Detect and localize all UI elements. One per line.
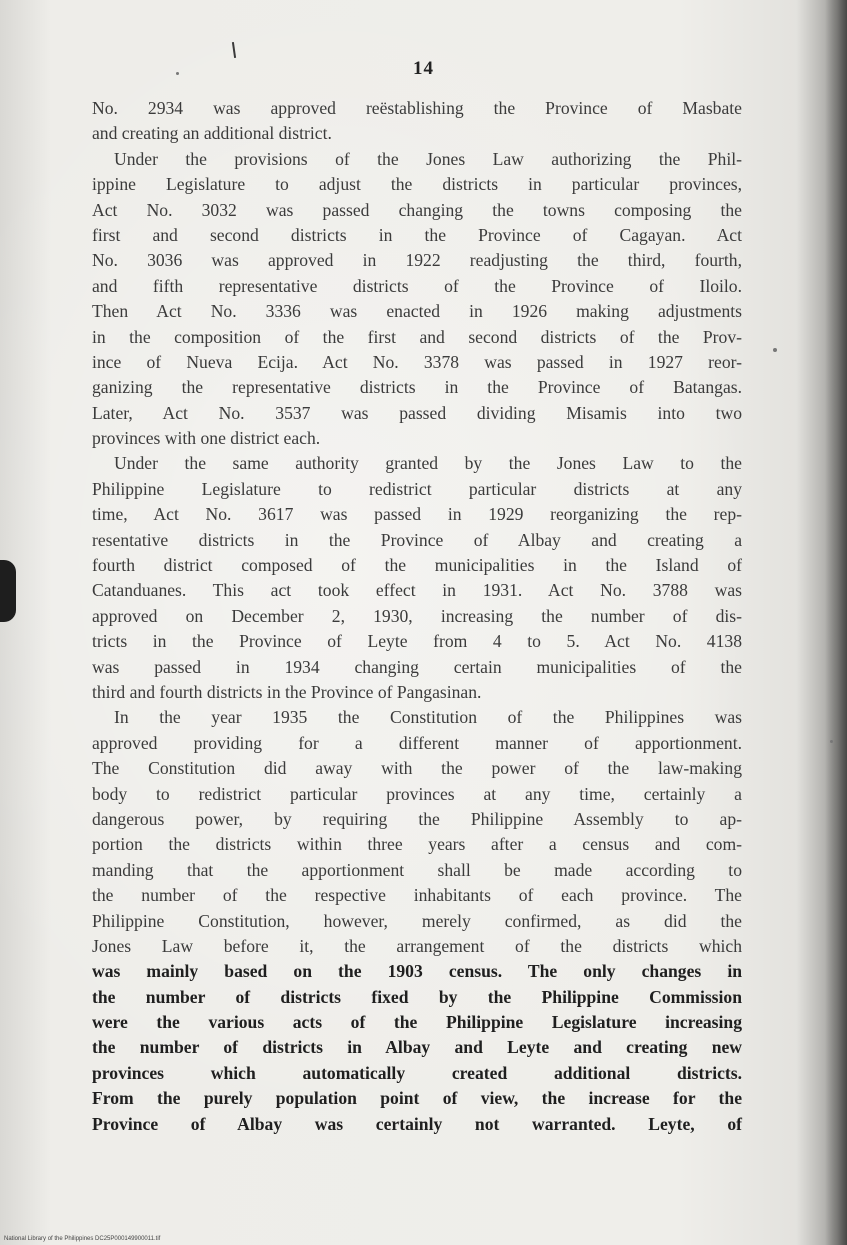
- paragraph: [92, 705, 742, 1137]
- text-line: No. 2934 was approved reëstablishing the Province of Masbate: [92, 98, 742, 118]
- text-line: portion the districts within three years after a census and com-: [92, 834, 742, 855]
- text-line: approved providing for a different manner of apportionment.: [92, 732, 742, 753]
- text-line: and fifth representative districts of the Province of Iloilo.: [92, 275, 742, 296]
- text-line: provinces which automatically created additional districts.: [92, 1062, 742, 1083]
- text-line: Later, Act No. 3537 was passed dividing Misamis into two: [92, 402, 742, 423]
- text-line: manding that the apportionment shall be made according to: [92, 859, 742, 880]
- text-line: approved on December 2, 1930, increasing the number of dis-: [92, 605, 742, 626]
- text-line: in the composition of the first and second districts of the Prov-: [92, 326, 742, 347]
- text-line: the number of the respective inhabitants of each province. The: [92, 885, 742, 906]
- text-line: the number of districts in Albay and Leyte and creating new: [92, 1037, 742, 1058]
- text-line: ganizing the representative districts in the Province of Batangas.: [92, 377, 742, 398]
- text-line: body to redistrict particular provinces at any time, certainly a: [92, 783, 742, 804]
- text-line: resentative districts in the Province of Albay and creating a: [92, 529, 742, 550]
- text-line: were the various acts of the Philippine Legislature increasing: [92, 1012, 742, 1033]
- text-line: dangerous power, by requiring the Philippine Assembly to ap-: [92, 808, 742, 829]
- text-line: was passed in 1934 changing certain municipalities of the: [92, 656, 742, 677]
- text-line: provinces with one district each.: [92, 428, 321, 449]
- text-line: tricts in the Province of Leyte from 4 to 5. Act No. 4138: [92, 631, 742, 652]
- text-line: No. 3036 was approved in 1922 readjusting the third, fourth,: [92, 250, 742, 271]
- body-text: [92, 96, 742, 1137]
- paragraph: [92, 451, 742, 705]
- text-line: ippine Legislature to adjust the districts in particular provinces,: [92, 174, 742, 195]
- text-line: Under the provisions of the Jones Law authorizing the Phil-: [114, 148, 742, 169]
- text-line: was mainly based on the 1903 census. The only changes in: [92, 961, 742, 982]
- paragraph: [92, 96, 742, 147]
- text-line: From the purely population point of view, the increase for the: [92, 1088, 742, 1109]
- speck: [830, 740, 833, 743]
- text-line: Act No. 3032 was passed changing the towns composing the: [92, 199, 742, 220]
- text-line: Catanduanes. This act took effect in 1931. Act No. 3788 was: [92, 580, 742, 601]
- binding-mark: [0, 560, 16, 622]
- text-line: Jones Law before it, the arrangement of the districts which: [92, 935, 742, 956]
- ink-mark: [232, 42, 236, 58]
- text-line: third and fourth districts in the Province of Pangasinan.: [92, 681, 482, 702]
- text-line: time, Act No. 3617 was passed in 1929 reorganizing the rep-: [92, 504, 742, 525]
- text-line: the number of districts fixed by the Philippine Commission: [92, 986, 742, 1007]
- text-line: The Constitution did away with the power of the law-making: [92, 758, 742, 779]
- text-line: In the year 1935 the Constitution of the Philippines was: [114, 707, 742, 728]
- page-number: 14: [413, 58, 434, 79]
- speck: [773, 348, 777, 352]
- text-line: Province of Albay was certainly not warranted. Leyte, of: [92, 1113, 742, 1134]
- text-line: Philippine Constitution, however, merely confirmed, as did the: [92, 910, 742, 931]
- text-line: and creating an additional district.: [92, 123, 332, 144]
- text-line: ince of Nueva Ecija. Act No. 3378 was passed in 1927 reor-: [92, 351, 742, 372]
- text-line: Then Act No. 3336 was enacted in 1926 making adjustments: [92, 301, 742, 322]
- text-line: fourth district composed of the municipalities in the Island of: [92, 555, 742, 576]
- scan-footer: National Library of the Philippines DC25P000149900011.tif: [4, 1236, 161, 1242]
- page-edge-shadow: [825, 0, 847, 1245]
- text-line: Philippine Legislature to redistrict particular districts at any: [92, 478, 742, 499]
- text-line: first and second districts in the Province of Cagayan. Act: [92, 224, 742, 245]
- paragraph: [92, 147, 742, 452]
- text-line: Under the same authority granted by the Jones Law to the: [114, 453, 742, 474]
